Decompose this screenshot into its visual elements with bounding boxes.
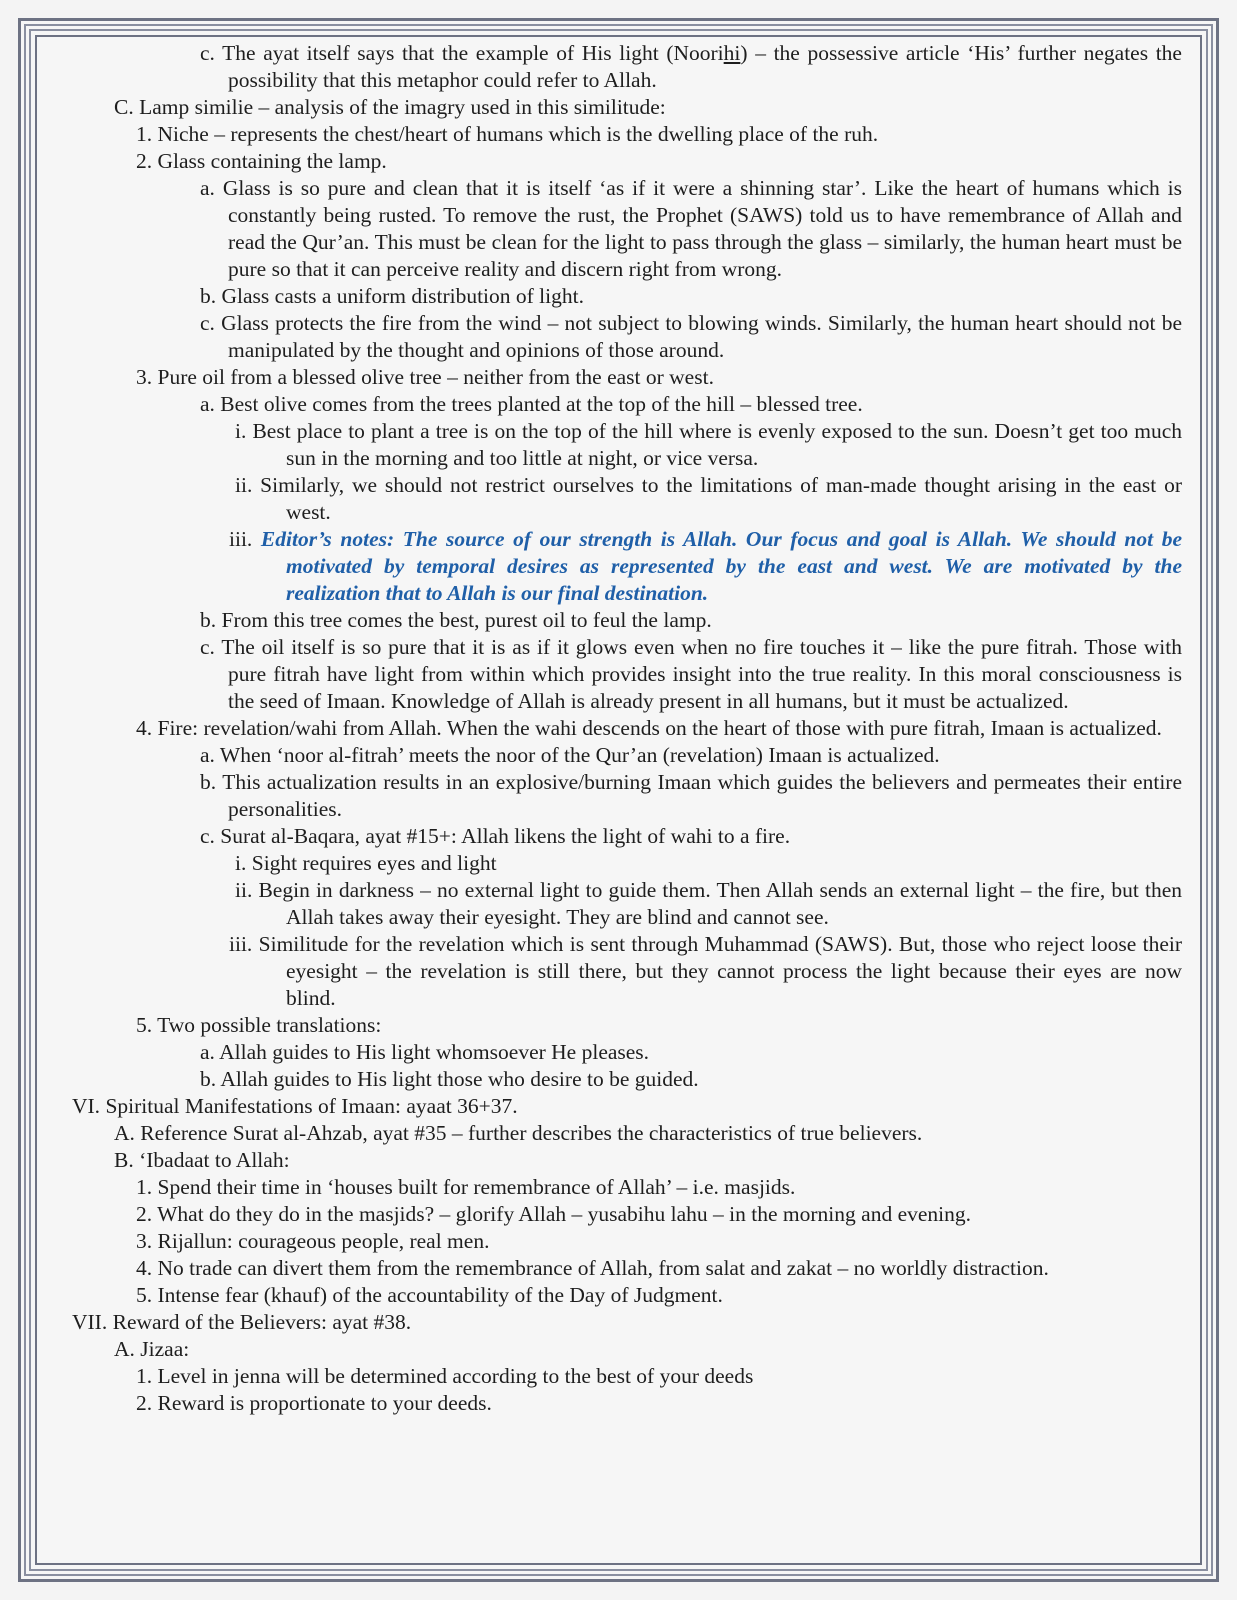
item-marker: ii. bbox=[235, 473, 253, 497]
item-marker: a. bbox=[200, 176, 215, 200]
item-marker: 1. bbox=[136, 1364, 153, 1388]
item-marker: iii. bbox=[229, 527, 253, 551]
outline-item bbox=[52, 1066, 1182, 1093]
outline-item bbox=[52, 364, 1182, 391]
item-marker: 3. bbox=[136, 1229, 153, 1253]
item-marker: VI. bbox=[72, 1094, 101, 1118]
item-marker: ii. bbox=[235, 878, 253, 902]
item-marker: 2. bbox=[136, 149, 153, 173]
item-marker: VII. bbox=[72, 1310, 108, 1334]
item-marker: a. bbox=[200, 743, 215, 767]
item-marker: 5. bbox=[136, 1013, 153, 1037]
item-marker: iii. bbox=[229, 932, 253, 956]
item-marker: 1. bbox=[136, 122, 153, 146]
item-text: ) – the possessive article ‘His’ further negates the possibility that this metaphor could refer to Allah. bbox=[228, 41, 1182, 92]
outline-item bbox=[52, 877, 1182, 931]
item-text: Allah guides to His light whomsoever He pleases. bbox=[219, 1040, 650, 1064]
outline-item bbox=[52, 1039, 1182, 1066]
item-text: The ayat itself says that the example of His light (Noori bbox=[222, 41, 724, 65]
item-marker: c. bbox=[200, 41, 215, 65]
item-marker: 2. bbox=[136, 1202, 153, 1226]
item-text: Glass protects the fire from the wind – not subject to blowing winds. Similarly, the human heart should not be manipulated by the thought and opinions of those around. bbox=[221, 311, 1183, 362]
outline-item bbox=[52, 391, 1182, 418]
item-marker: b. bbox=[200, 1067, 217, 1091]
outline-item bbox=[52, 1390, 1182, 1417]
item-text: Glass is so pure and clean that it is itself ‘as if it were a shinning star’. Like the heart of humans which is constantly being rusted. To remove the rust, the Prophet (SAWS) told us to have remembrance of Allah and read the Qur’an. This must be clean for the light to pass through the glass – similarly, the human heart must be pure so that it can perceive reality and discern right from wrong. bbox=[222, 176, 1183, 281]
item-marker: c. bbox=[200, 635, 215, 659]
outline-item bbox=[52, 526, 1182, 607]
outline-item bbox=[52, 1093, 1182, 1120]
item-text: This actualization results in an explosive/burning Imaan which guides the believers and permeates their entire personalities. bbox=[222, 770, 1183, 821]
item-text: From this tree comes the best, purest oil to feul the lamp. bbox=[221, 608, 712, 632]
item-marker: c. bbox=[200, 824, 215, 848]
outline-content bbox=[52, 40, 1182, 1417]
item-marker: 4. bbox=[136, 1256, 153, 1280]
outline-item bbox=[52, 148, 1182, 175]
outline-item bbox=[52, 1147, 1182, 1174]
item-text: Reward is proportionate to your deeds. bbox=[157, 1391, 492, 1415]
item-text: Lamp similie – analysis of the imagry used in this similitude: bbox=[139, 95, 666, 119]
outline-item bbox=[52, 1174, 1182, 1201]
outline-item bbox=[52, 418, 1182, 472]
item-marker: 1. bbox=[136, 1175, 153, 1199]
item-text: When ‘noor al-fitrah’ meets the noor of the Qur’an (revelation) Imaan is actualized. bbox=[219, 743, 940, 767]
outline-item bbox=[52, 742, 1182, 769]
item-text: Two possible translations: bbox=[157, 1013, 382, 1037]
item-text: The oil itself is so pure that it is as if it glows even when no fire touches it – like the pure fitrah. Those with pure fitrah have light from within which provides insight into the true reality. In this moral consciousness is the seed of Imaan. Knowledge of Allah is already present in all humans, but it must be actualized. bbox=[221, 635, 1182, 713]
item-text: Spend their time in ‘houses built for remembrance of Allah’ – i.e. masjids. bbox=[157, 1175, 796, 1199]
item-text: Allah guides to His light those who desire to be guided. bbox=[220, 1067, 699, 1091]
item-text: Reference Surat al-Ahzab, ayat #35 – further describes the characteristics of true believers. bbox=[140, 1121, 923, 1145]
item-text: Similarly, we should not restrict ourselves to the limitations of man-made thought arising in the east or west. bbox=[260, 473, 1182, 524]
item-text: Level in jenna will be determined according to the best of your deeds bbox=[157, 1364, 754, 1388]
outline-item bbox=[52, 823, 1182, 850]
outline-item bbox=[52, 931, 1182, 1012]
item-marker: c. bbox=[200, 311, 215, 335]
outline-item bbox=[52, 850, 1182, 877]
outline-item bbox=[52, 1363, 1182, 1390]
item-marker: a. bbox=[200, 392, 215, 416]
editor-note-text: Editor’s notes: The source of our strength is Allah. Our focus and goal is Allah. We should not be motivated by temporal desires as represented by the east and west. We are motivated by the realization that to Allah is our final destination. bbox=[260, 527, 1183, 605]
item-text: Pure oil from a blessed olive tree – neither from the east or west. bbox=[157, 365, 714, 389]
outline-item bbox=[52, 283, 1182, 310]
item-text: Rijallun: courageous people, real men. bbox=[157, 1229, 490, 1253]
outline-item bbox=[52, 1012, 1182, 1039]
item-text: No trade can divert them from the remembrance of Allah, from salat and zakat – no worldly distraction. bbox=[157, 1256, 1049, 1280]
item-text: ‘Ibadaat to Allah: bbox=[139, 1148, 290, 1172]
outline-item bbox=[52, 634, 1182, 715]
item-marker: 5. bbox=[136, 1283, 153, 1307]
outline-item bbox=[52, 310, 1182, 364]
outline-item bbox=[52, 1336, 1182, 1363]
item-text: Surat al-Baqara, ayat #15+: Allah likens the light of wahi to a fire. bbox=[220, 824, 791, 848]
outline-item bbox=[52, 1228, 1182, 1255]
item-marker: 2. bbox=[136, 1391, 153, 1415]
item-marker: A. bbox=[114, 1337, 135, 1361]
outline-item bbox=[52, 1309, 1182, 1336]
outline-item bbox=[52, 175, 1182, 283]
outline-item bbox=[52, 94, 1182, 121]
item-text: Glass containing the lamp. bbox=[157, 149, 387, 173]
outline-item bbox=[52, 1282, 1182, 1309]
outline-item bbox=[52, 472, 1182, 526]
item-marker: i. bbox=[235, 851, 247, 875]
item-text: Niche – represents the chest/heart of humans which is the dwelling place of the ruh. bbox=[157, 122, 879, 146]
item-text: Sight requires eyes and light bbox=[251, 851, 497, 875]
item-text: Jizaa: bbox=[140, 1337, 190, 1361]
outline-item bbox=[52, 607, 1182, 634]
outline-item bbox=[52, 1201, 1182, 1228]
item-marker: b. bbox=[200, 770, 217, 794]
item-text: Spiritual Manifestations of Imaan: ayaat 36+37. bbox=[105, 1094, 518, 1118]
outline-item bbox=[52, 121, 1182, 148]
item-marker: a. bbox=[200, 1040, 215, 1064]
item-text: Intense fear (khauf) of the accountability of the Day of Judgment. bbox=[157, 1283, 723, 1307]
item-marker: A. bbox=[114, 1121, 135, 1145]
item-marker: C. bbox=[114, 95, 134, 119]
item-text: Glass casts a uniform distribution of light. bbox=[221, 284, 584, 308]
item-marker: 3. bbox=[136, 365, 153, 389]
outline-item bbox=[52, 40, 1182, 94]
item-marker: i. bbox=[235, 419, 247, 443]
item-text: Reward of the Believers: ayat #38. bbox=[112, 1310, 412, 1334]
item-text: Begin in darkness – no external light to guide them. Then Allah sends an external light – the fire, but then Allah takes away their eyesight. They are blind and cannot see. bbox=[258, 878, 1183, 929]
item-marker: b. bbox=[200, 608, 217, 632]
item-text: Best olive comes from the trees planted at the top of the hill – blessed tree. bbox=[220, 392, 863, 416]
item-marker: B. bbox=[114, 1148, 134, 1172]
item-text: Best place to plant a tree is on the top of the hill where is evenly exposed to the sun. Doesn’t get too much sun in the morning and too little at night, or vice versa. bbox=[252, 419, 1182, 470]
item-text-underlined: hi bbox=[723, 41, 741, 65]
outline-item bbox=[52, 715, 1182, 742]
item-text: What do they do in the masjids? – glorify Allah – yusabihu lahu – in the morning and evening. bbox=[157, 1202, 971, 1226]
outline-item bbox=[52, 1120, 1182, 1147]
item-marker: b. bbox=[200, 284, 217, 308]
item-marker: 4. bbox=[136, 716, 153, 740]
outline-item bbox=[52, 769, 1182, 823]
item-text: Similitude for the revelation which is sent through Muhammad (SAWS). But, those who reject loose their eyesight – the revelation is still there, but they cannot process the light because their eyes are now blind. bbox=[258, 932, 1182, 1010]
item-text: Fire: revelation/wahi from Allah. When the wahi descends on the heart of those with pure fitrah, Imaan is actualized. bbox=[157, 716, 1162, 740]
outline-item bbox=[52, 1255, 1182, 1282]
